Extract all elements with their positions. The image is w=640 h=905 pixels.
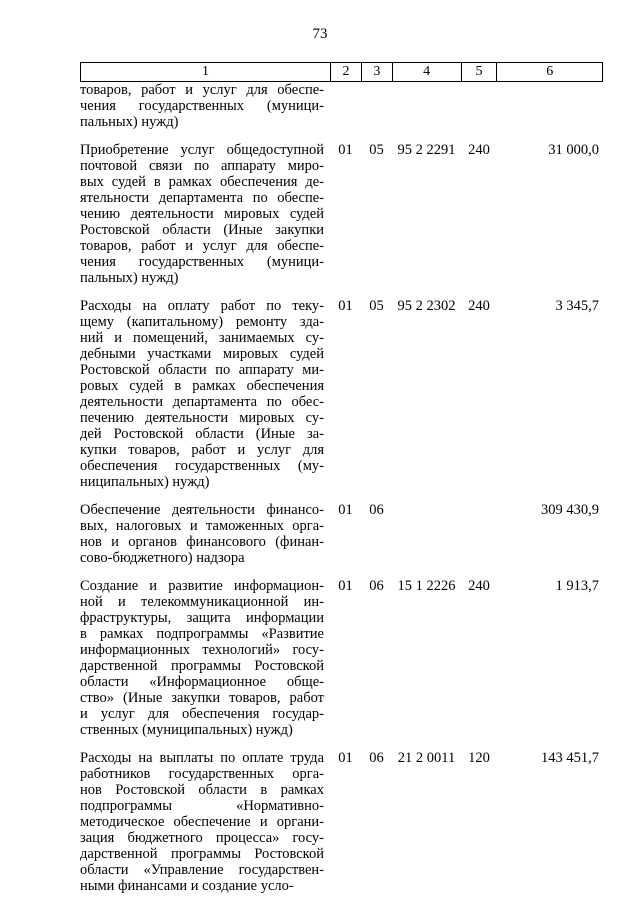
description-line: дебными участками мировых судей	[80, 346, 324, 362]
description-line: ниципальных) нужд)	[80, 474, 210, 490]
description-line: печению деятельности мировых су-	[80, 410, 324, 426]
expense-type-code	[461, 82, 497, 130]
description-line: Расходы на выплаты по оплате труда	[80, 750, 324, 766]
row-description	[80, 82, 330, 130]
description-line: нов и органов финансового (финан-	[80, 534, 324, 550]
section-code: 01	[338, 578, 353, 594]
description-line: обеспечения государственных (му-	[80, 458, 324, 474]
description-line: дей Ростовской области (Иные за-	[80, 426, 324, 442]
description-line: вых судей в рамках обеспечения де-	[80, 174, 324, 190]
row-description	[80, 502, 330, 566]
expense-type-code: 240	[468, 142, 490, 158]
header-cell-2: 2	[330, 63, 361, 81]
description-line: дарственной программы Ростовской	[80, 658, 324, 674]
description-line: области «Управление государствен-	[80, 862, 324, 878]
table-row	[80, 578, 603, 738]
row-description	[80, 142, 330, 286]
description-line: товаров, работ и услуг для обеспе-	[80, 82, 324, 98]
table-header-row	[80, 62, 603, 82]
description-line: товаров, работ и услуг для обеспе-	[80, 238, 324, 254]
table-row	[80, 82, 603, 130]
table-body	[80, 82, 603, 894]
description-line: ятельности департамента по обеспе-	[80, 190, 324, 206]
header-cell-3: 3	[361, 63, 392, 81]
amount: 1 913,7	[555, 578, 599, 594]
amount	[497, 82, 603, 130]
expense-type-code: 240	[468, 298, 490, 314]
amount: 31 000,0	[548, 142, 599, 158]
description-line: в рамках подпрограммы «Развитие	[80, 626, 324, 642]
description-line: Ростовской области по аппарату ми-	[80, 362, 324, 378]
description-line: и услуг для обеспечения государ-	[80, 706, 324, 722]
subsection-code: 06	[369, 578, 384, 594]
amount: 143 451,7	[541, 750, 599, 766]
description-line: Ростовской области (Иные закупки	[80, 222, 324, 238]
section-code: 01	[338, 298, 353, 314]
row-description	[80, 298, 330, 490]
description-line: купки товаров, работ и услуг для	[80, 442, 324, 458]
description-line: ной и телекоммуникационной ин-	[80, 594, 324, 610]
page-number: 73	[312, 26, 328, 42]
description-line: пальных) нужд)	[80, 270, 179, 286]
description-line: щему (капитальному) ремонту зда-	[80, 314, 324, 330]
description-line: Создание и развитие информацион-	[80, 578, 324, 594]
target-article-code	[392, 82, 461, 130]
section-code: 01	[338, 502, 353, 518]
row-gap	[80, 490, 603, 502]
table-row	[80, 142, 603, 286]
table-row	[80, 750, 603, 894]
amount: 3 345,7	[555, 298, 599, 314]
budget-table	[80, 62, 603, 894]
expense-type-code: 120	[468, 750, 490, 766]
expense-type-code: 240	[468, 578, 490, 594]
description-line: зация бюджетного процесса» госу-	[80, 830, 324, 846]
subsection-code: 06	[369, 502, 384, 518]
row-gap	[80, 130, 603, 142]
target-article-code: 95 2 2302	[397, 298, 456, 314]
row-gap	[80, 738, 603, 750]
description-line: ство» (Иные закупки товаров, работ	[80, 690, 324, 706]
description-line: ственных (муниципальных) нужд)	[80, 722, 293, 738]
description-line: дарственной программы Ростовской	[80, 846, 324, 862]
expense-type-code	[461, 502, 497, 566]
target-article-code: 15 1 2226	[397, 578, 456, 594]
description-line: чению деятельности мировых судей	[80, 206, 324, 222]
table-row	[80, 298, 603, 490]
target-article-code: 95 2 2291	[397, 142, 456, 158]
table-row	[80, 502, 603, 566]
description-line: работников государственных орга-	[80, 766, 324, 782]
description-line: Обеспечение деятельности финансо-	[80, 502, 324, 518]
description-line: ровых судей в рамках обеспечения	[80, 378, 324, 394]
description-line: почтовой связи по аппарату миро-	[80, 158, 324, 174]
description-line: пальных) нужд)	[80, 114, 179, 130]
description-line: Расходы на оплату работ по теку-	[80, 298, 324, 314]
description-line: сово-бюджетного) надзора	[80, 550, 245, 566]
description-line: деятельности департамента по обес-	[80, 394, 324, 410]
description-line: методическое обеспечение и органи-	[80, 814, 324, 830]
description-line: информационных технологий» госу-	[80, 642, 324, 658]
row-gap	[80, 566, 603, 578]
subsection-code: 05	[369, 142, 384, 158]
header-cell-1: 1	[202, 64, 210, 79]
section-code: 01	[338, 142, 353, 158]
subsection-code: 05	[369, 298, 384, 314]
row-gap	[80, 286, 603, 298]
row-description	[80, 578, 330, 738]
row-description	[80, 750, 330, 894]
description-line: чения государственных (муници-	[80, 98, 324, 114]
amount: 309 430,9	[541, 502, 599, 518]
section-code: 01	[338, 750, 353, 766]
target-article-code	[392, 502, 461, 566]
description-line: вых, налоговых и таможенных орга-	[80, 518, 324, 534]
description-line: чения государственных (муници-	[80, 254, 324, 270]
description-line: ний и помещений, занимаемых су-	[80, 330, 324, 346]
section-code	[330, 82, 361, 130]
description-line: фраструктуры, защита информации	[80, 610, 324, 626]
description-line: Приобретение услуг общедоступной	[80, 142, 324, 158]
target-article-code: 21 2 0011	[397, 750, 456, 766]
description-line: нов Ростовской области в рамках	[80, 782, 324, 798]
header-cell-4: 4	[392, 63, 461, 81]
header-cell-5: 5	[461, 63, 497, 81]
description-line: области «Информационное обще-	[80, 674, 324, 690]
description-line: ными финансами и создание усло-	[80, 878, 294, 894]
subsection-code: 06	[369, 750, 384, 766]
description-line: подпрограммы «Нормативно-	[80, 798, 324, 814]
header-cell-6: 6	[496, 63, 602, 81]
subsection-code	[361, 82, 392, 130]
